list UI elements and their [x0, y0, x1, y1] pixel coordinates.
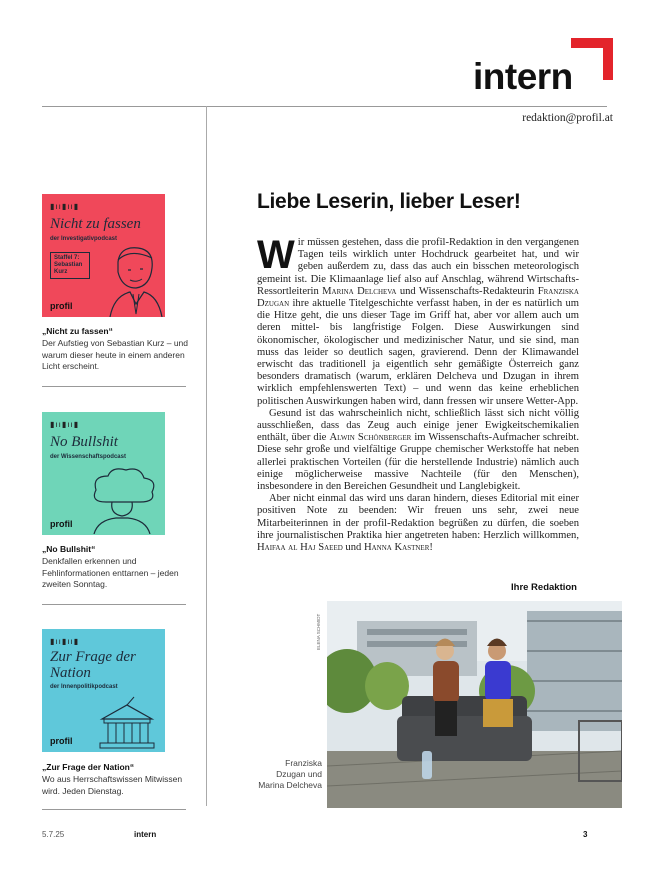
- text-run: Gesund ist das wahrscheinlich nicht, schließlich lässt sich nicht völlig ausschließen, dass das Zeug auch einige jener Ewigkeitschemikalien enthält, über die: [257, 407, 579, 444]
- audio-wave-icon: ▮ıı▮ıı▮: [50, 420, 80, 429]
- person-name: Haifaa al Haj Saeed: [257, 542, 343, 554]
- paragraph: [257, 233, 579, 408]
- cover-title: Nicht zu fassen: [50, 216, 141, 232]
- podcast-description: Wo aus Herrschaftswissen Mitwissen wird. Jeden Dienstag.: [42, 774, 183, 796]
- person-name: Alwin Schönberger: [329, 432, 412, 444]
- podcast-title: „Nicht zu fassen“: [42, 326, 113, 336]
- text-run: Aber nicht einmal das wird uns daran hindern, dieses Editorial mit einer positiven Note zu beenden: Wir freuen uns sehr, zwei neue Mitarbeiterinnen in der profil-Redaktion begrüßen zu dürfen, die soeben ihre journalistischen Praktika hier angetreten haben: Herzlich willkommen,: [257, 493, 579, 541]
- cover-subtitle: der Wissenschaftspodcast: [50, 454, 126, 460]
- footer-section: intern: [134, 830, 157, 839]
- editorial-headline: Liebe Leserin, lieber Leser!: [257, 190, 521, 213]
- cover-logo: profil: [50, 519, 73, 529]
- drop-cap: W: [257, 233, 295, 277]
- editorial-body: [257, 233, 579, 554]
- person-name: Franziska Dzugan: [257, 285, 579, 310]
- parliament-illustration-icon: [94, 695, 160, 751]
- cloud-head-illustration-icon: [82, 464, 162, 534]
- sidebar-divider: [42, 386, 186, 387]
- corner-accent-icon: [571, 38, 613, 80]
- signature: Ihre Redaktion: [511, 582, 577, 593]
- podcast-cover-zur-frage-der-nation[interactable]: [42, 629, 165, 752]
- text-run: und: [342, 542, 364, 554]
- audio-wave-icon: ▮ıı▮ıı▮: [50, 637, 80, 646]
- sidebar-divider: [42, 604, 186, 605]
- editors-photo: [327, 601, 622, 808]
- podcast-title: „Zur Frage der Nation“: [42, 762, 135, 772]
- cover-title: No Bullshit: [50, 434, 118, 450]
- contact-email[interactable]: redaktion@profil.at: [522, 112, 613, 124]
- podcast-cover-no-bullshit[interactable]: [42, 412, 165, 535]
- cover-subtitle: der Innenpolitikpodcast: [50, 684, 118, 690]
- podcast-description: Denkfallen erkennen und Fehlinformationen enttarnen – jeden zweiten Sonntag.: [42, 556, 179, 589]
- issue-date: 5.7.25: [42, 830, 65, 839]
- text-run: im Wissenschafts-Aufmacher schreibt. Diese sehr große und vielfältige Gruppe chemischer Werkstoffe hat neben allerlei praktischen Vorteilen (für die herstellende Industrie) nämlich auch einige möglicherweise massive Nachteile (für den Menschen), insbesondere in den Bereichen Gesundheit und Langlebigkeit.: [257, 432, 579, 493]
- podcast-title: „No Bullshit“: [42, 544, 96, 554]
- podcast-description: Der Aufstieg von Sebastian Kurz – und warum dieser heute in einem anderen Licht erscheint.: [42, 338, 189, 371]
- cover-subtitle: der Investigativpodcast: [50, 236, 118, 242]
- header-divider: [42, 106, 607, 107]
- portrait-illustration-icon: [100, 242, 165, 317]
- podcast-cover-nicht-zu-fassen[interactable]: [42, 194, 165, 317]
- person-name: Hanna Kastner: [363, 542, 430, 554]
- photo-caption: Franziska Dzugan und Marina Delcheva: [258, 758, 322, 790]
- cover-title: Zur Frage der Nation: [50, 649, 136, 681]
- text-run: und Wissenschafts-Redakteurin: [396, 285, 538, 297]
- photo-credit: ELENA SCHMIDT: [316, 613, 321, 650]
- text-run: ir müssen gestehen, dass die profil-Redaktion in den vergangenen Tagen teils wirklich unter Hochdruck gearbeitet hat, und wir geben außerdem zu, dass das auch ein bisschen meteorologisch gemeint ist. Die Klimaanlage lief also auf Anschlag, während Wirtschafts-Ressortleiterin: [257, 237, 579, 297]
- paragraph: [257, 408, 579, 493]
- person-name: Marina Delcheva: [322, 285, 397, 297]
- cover-badge: Staffel 7: Sebastian Kurz: [50, 252, 90, 279]
- text-run: ihre aktuelle Titelgeschichte verfasst haben, in der es natürlich um die Hitze geht, die uns dieser Tage im Griff hat, aber vor allem auch um deren mittel- bis langfristige Folgen. Diese Auswirkungen sind ökonomischer, ökologischer und medizinischer Natur, und sie sind, man muss das leider so deutlich sagen, gravierend. Denn der Klimawandel erwischt das traditionell ja eigentlich sehr gemäßigte Österreich ganz besonders dramatisch (warum, erklären Delcheva und Dzugan in ihrem wirklich empfehlenswerten Text) – und wenn das keine erheblichen politischen Auswirkungen haben wird, dann fressen wir unsere Wetter-App.: [257, 298, 579, 407]
- text-run: !: [429, 542, 433, 554]
- section-title: intern: [473, 56, 573, 97]
- audio-wave-icon: ▮ıı▮ıı▮: [50, 202, 80, 211]
- sidebar-divider: [42, 809, 186, 810]
- column-divider: [206, 106, 207, 806]
- paragraph: [257, 493, 579, 554]
- page-number: 3: [583, 830, 588, 839]
- cover-logo: profil: [50, 736, 73, 746]
- cover-logo: profil: [50, 301, 73, 311]
